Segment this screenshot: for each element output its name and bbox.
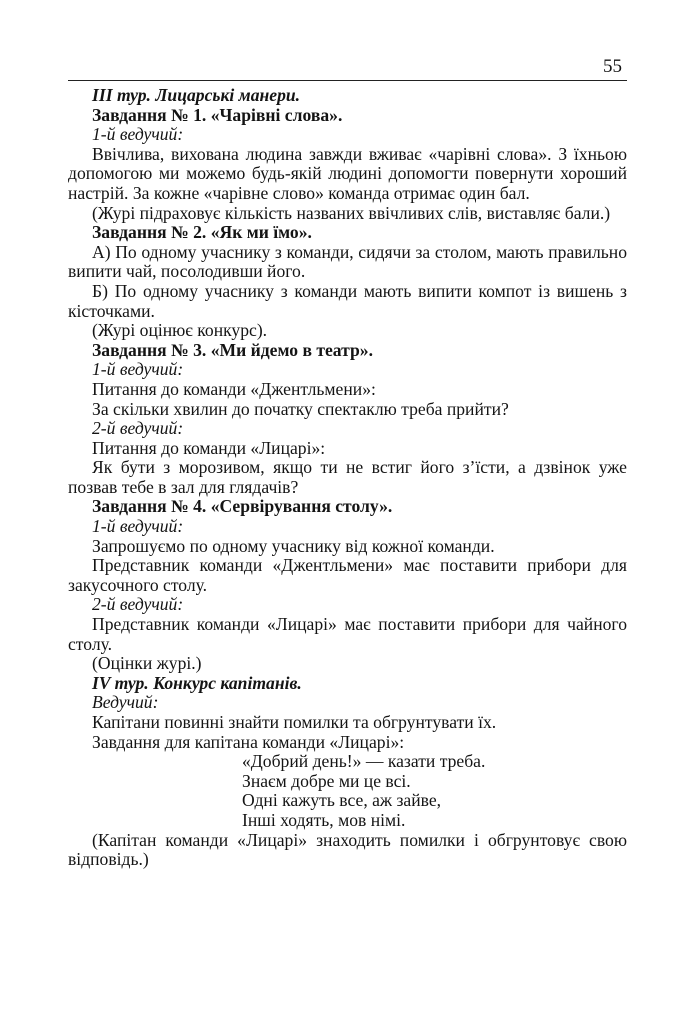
section-heading: III тур. Лицарські манери. bbox=[92, 85, 301, 105]
speaker-label: 1-й ведучий: bbox=[92, 359, 184, 380]
paragraph: Питання до команди «Лицарі»: bbox=[92, 437, 326, 458]
speaker-label: 1-й ведучий: bbox=[92, 516, 184, 537]
paragraph: Представник команди «Джентльмени» має поставити прибори для закусочного столу. bbox=[68, 555, 627, 595]
speaker-label: 2-й ведучий: bbox=[92, 594, 184, 615]
task-heading: Завдання № 1. «Чарівні слова». bbox=[92, 104, 343, 125]
paragraph: Ввічлива, вихована людина завжди вживає «чарівні слова». З їхньою допомогою ми можемо будь-якій людині допомогти повернути хороший настрій. За кожне «чарівне слово» команда отримає один бал. bbox=[68, 143, 627, 203]
page-number: 55 bbox=[603, 56, 622, 77]
task-heading: Завдання № 2. «Як ми їмо». bbox=[92, 222, 312, 243]
paragraph: А) По одному учаснику з команди, сидячи за столом, мають правильно випити чай, посолодивши його. bbox=[68, 241, 627, 282]
paragraph: Б) По одному учаснику з команди мають випити компот із вишень з кісточками. bbox=[68, 280, 627, 321]
section-heading: IV тур. Конкурс капітанів. bbox=[92, 672, 302, 693]
poem-line: Одні кажуть все, аж зайве, bbox=[242, 790, 442, 811]
paragraph: Запрошуємо по одному учаснику від кожної команди. bbox=[92, 535, 495, 556]
paragraph: Завдання для капітана команди «Лицарі»: bbox=[92, 731, 405, 752]
speaker-label: Ведучий: bbox=[92, 692, 159, 713]
page-body bbox=[68, 86, 627, 870]
header-rule bbox=[68, 80, 627, 81]
paragraph: Питання до команди «Джентльмени»: bbox=[92, 378, 376, 399]
poem-line: «Добрий день!» — казати треба. bbox=[242, 751, 486, 772]
stage-note: (Капітан команди «Лицарі» знаходить помилки і обгрунтовує свою відповідь.) bbox=[68, 829, 627, 870]
paragraph: Представник команди «Лицарі» має поставити прибори для чайного столу. bbox=[68, 614, 627, 654]
stage-note: (Журі підраховує кількість названих ввічливих слів, виставляє бали.) bbox=[92, 202, 611, 223]
speaker-label: 2-й ведучий: bbox=[92, 418, 184, 439]
paragraph: Капітани повинні знайти помилки та обгрунтувати їх. bbox=[92, 712, 497, 732]
poem-line: Інші ходять, мов німі. bbox=[242, 809, 406, 830]
stage-note: (Журі оцінює конкурс). bbox=[92, 320, 268, 341]
poem-line: Знаєм добре ми це всі. bbox=[242, 770, 411, 791]
paragraph: За скільки хвилин до початку спектаклю треба прийти? bbox=[92, 398, 509, 419]
paragraph: Як бути з морозивом, якщо ти не встиг його з’їсти, а дзвінок уже позвав тебе в зал для глядачів? bbox=[68, 457, 627, 497]
task-heading: Завдання № 4. «Сервірування столу». bbox=[92, 496, 393, 517]
poem bbox=[68, 752, 627, 830]
stage-note: (Оцінки журі.) bbox=[92, 653, 202, 674]
task-heading: Завдання № 3. «Ми йдемо в театр». bbox=[92, 339, 373, 360]
speaker-label: 1-й ведучий: bbox=[92, 124, 184, 145]
